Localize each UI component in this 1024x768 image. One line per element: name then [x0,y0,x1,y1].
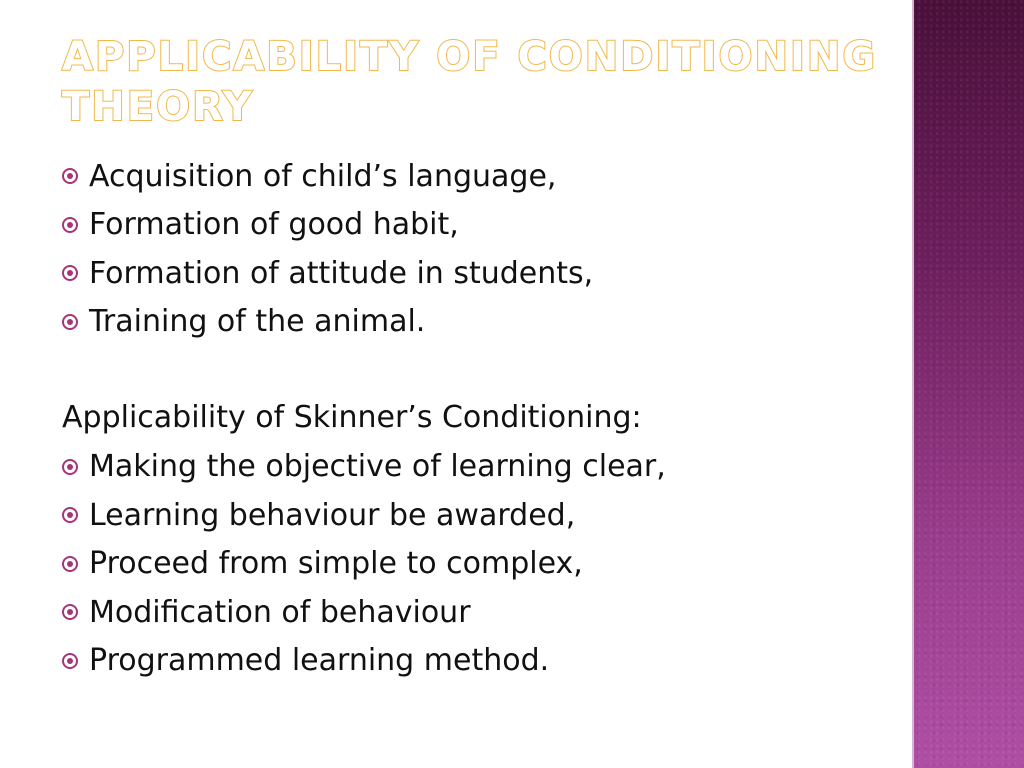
slide-body [62,152,902,685]
list-item-text: Formation of attitude in students, [89,255,594,291]
section-subheading: Applicability of Skinner’s Conditioning: [62,400,642,435]
list-item-text: Proceed from simple to complex, [89,546,583,582]
circle-bullet-icon [62,314,78,330]
list-item-text: Learning behaviour be awarded, [89,497,576,533]
list-item [62,201,902,250]
list-item [62,249,902,298]
list-item [62,298,902,347]
list-item-text: Acquisition of child’s language, [89,158,557,194]
conditioning-applications-list [62,152,902,346]
list-item-text: Modification of behaviour [89,594,471,630]
list-item [62,443,902,492]
list-item-text: Programmed learning method. [89,643,550,679]
list-item [62,637,902,686]
circle-bullet-icon [62,459,78,475]
circle-bullet-icon [62,265,78,281]
spacer [62,346,902,394]
circle-bullet-icon [62,556,78,572]
skinner-applications-list [62,443,902,686]
circle-bullet-icon [62,653,78,669]
circle-bullet-icon [62,168,78,184]
list-item-text: Training of the animal. [89,304,426,340]
slide-title: APPLICABILITY OF CONDITIONING THEORY [62,34,878,130]
side-band-edge [912,0,914,768]
list-item-text: Making the objective of learning clear, [89,449,666,485]
decorative-side-band [912,0,1024,768]
list-item [62,152,902,201]
circle-bullet-icon [62,604,78,620]
list-item [62,491,902,540]
list-item [62,588,902,637]
circle-bullet-icon [62,217,78,233]
circle-bullet-icon [62,507,78,523]
list-item [62,540,902,589]
list-item-text: Formation of good habit, [89,207,459,243]
